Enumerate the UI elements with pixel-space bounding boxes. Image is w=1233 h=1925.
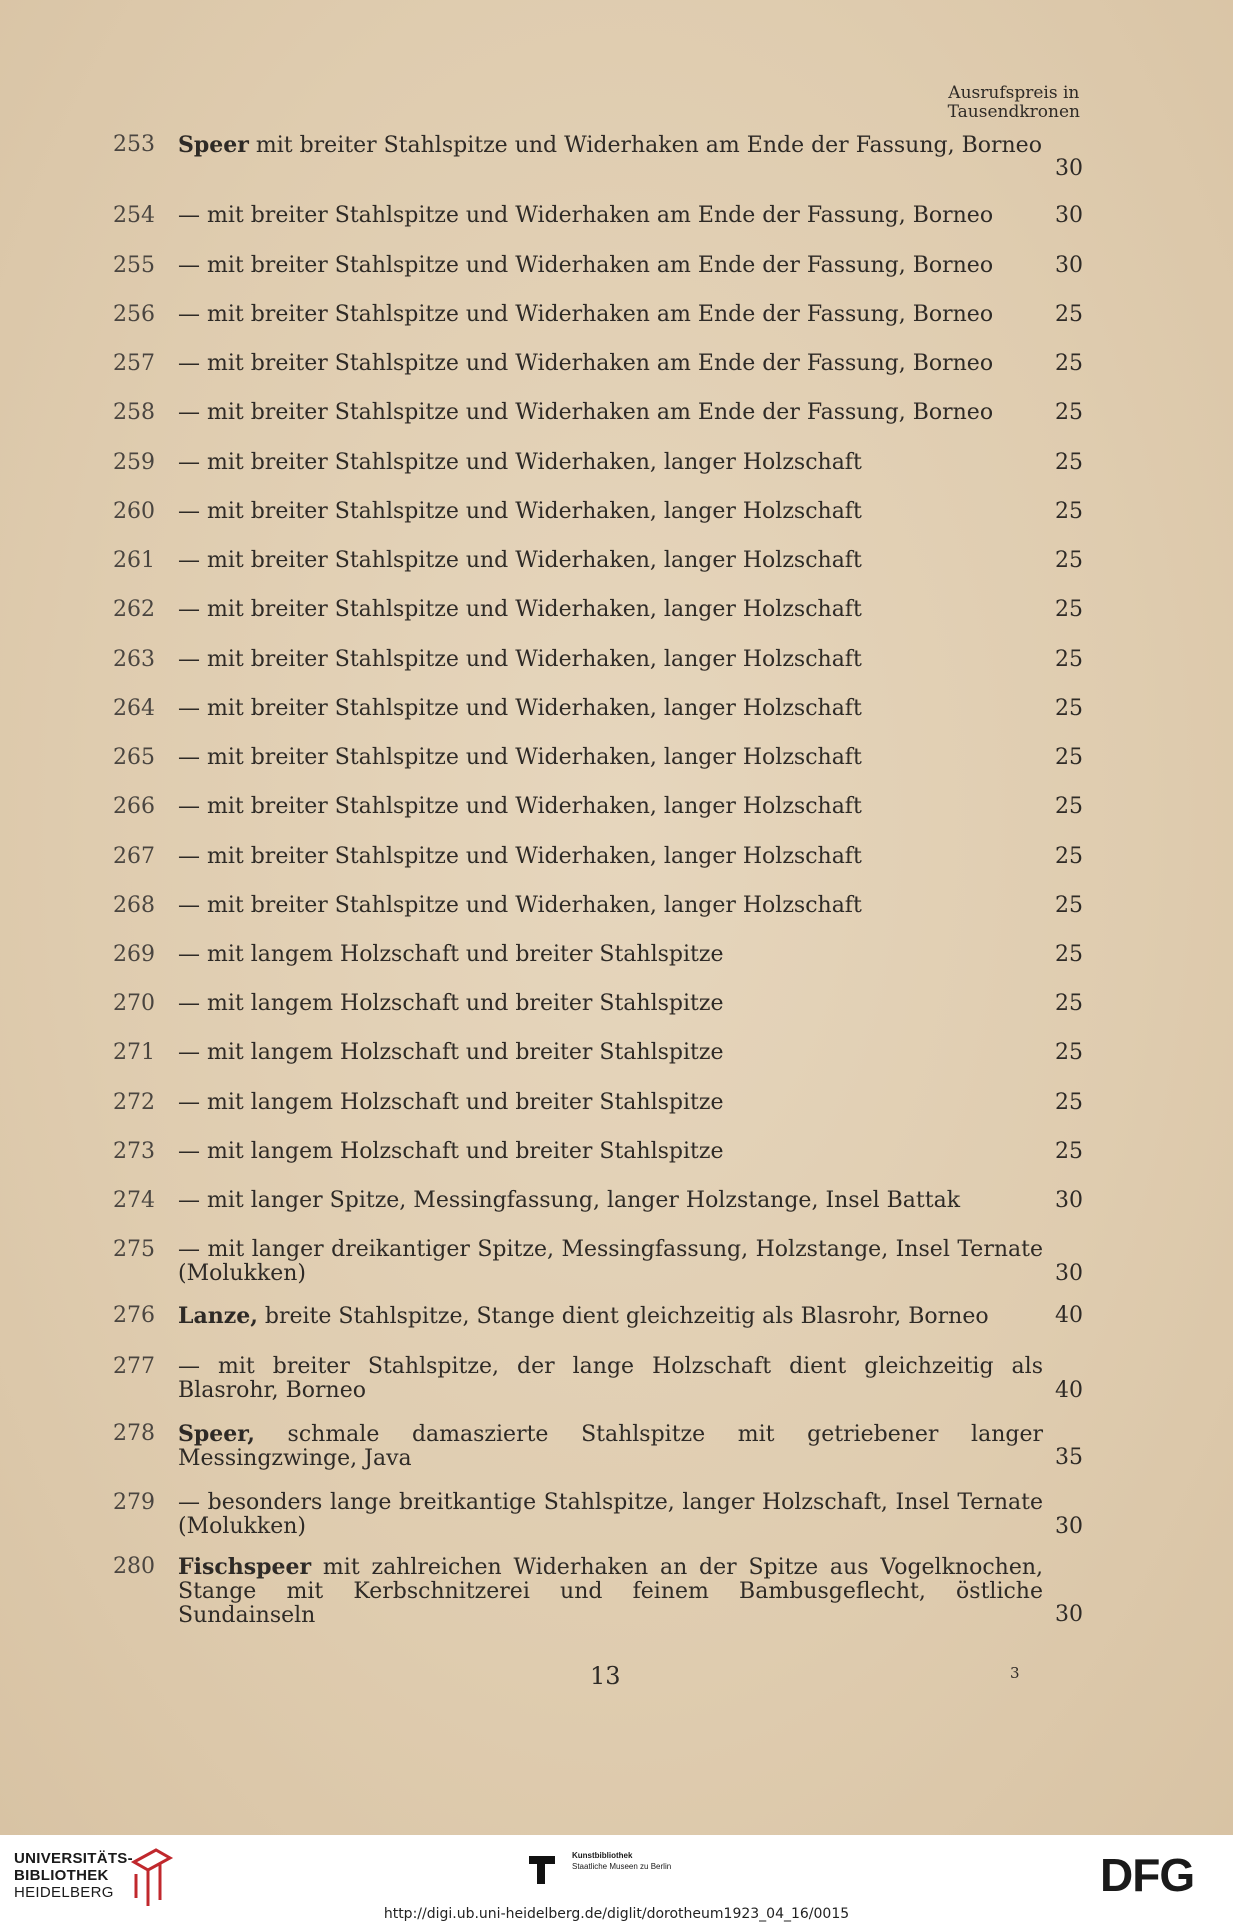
catalog-entry [110,1422,1083,1470]
entry-price: 25 [1055,696,1083,721]
catalog-entry [110,1140,1083,1164]
entry-text: mit breiter Stahlspitze und Widerhaken am Ende der Fassung, Borneo [248,133,1042,158]
entry-number: 276 [113,1303,155,1328]
catalog-entry [110,697,1083,721]
entry-number: 262 [113,597,155,622]
entry-number: 258 [113,400,155,425]
entry-price: 25 [1055,745,1083,770]
entry-number: 274 [113,1188,155,1213]
entry-description [178,451,1043,475]
ub-line-1: UNIVERSITÄTS- [14,1850,133,1867]
entry-description [178,992,1043,1016]
entry-price: 30 [1055,1188,1083,1213]
catalog-entry [110,1304,1083,1328]
entry-text: — mit breiter Stahlspitze und Widerhaken, langer Holzschaft [178,647,862,672]
entry-number: 257 [113,351,155,376]
entry-lead-term: Speer, [178,1421,255,1447]
entry-price: 25 [1055,1090,1083,1115]
entry-number: 268 [113,893,155,918]
entry-number: 267 [113,844,155,869]
entry-text: — mit breiter Stahlspitze und Widerhaken, langer Holzschaft [178,597,862,622]
entry-number: 279 [113,1490,155,1515]
entry-price: 25 [1055,400,1083,425]
entry-price: 25 [1055,1040,1083,1065]
entry-description [178,401,1043,425]
page-number: 13 [590,1662,621,1690]
entry-price: 25 [1055,991,1083,1016]
entry-price: 40 [1055,1378,1083,1403]
entry-description [178,943,1043,967]
entry-number: 254 [113,203,155,228]
entry-lead-term: Lanze, [178,1303,258,1329]
entry-description [178,697,1043,721]
catalog-entry [110,795,1083,819]
entry-number: 265 [113,745,155,770]
entry-price: 25 [1055,597,1083,622]
entry-price: 40 [1055,1303,1083,1328]
entry-description [178,1422,1043,1471]
header-line-2: Tausendkronen [947,102,1080,122]
catalog-entry [110,894,1083,918]
catalog-entry [110,1091,1083,1115]
entry-number: 275 [113,1237,155,1262]
entry-price: 30 [1055,203,1083,228]
entry-description [178,795,1043,819]
entry-text: — mit breiter Stahlspitze und Widerhaken, langer Holzschaft [178,794,862,819]
entry-description [178,1140,1043,1164]
entry-description [178,1238,1043,1286]
catalog-entry [110,845,1083,869]
entry-text: — besonders lange breitkantige Stahlspitze, langer Holzschaft, Insel Ternate (Molukken) [178,1490,1043,1539]
catalog-entry [110,598,1083,622]
entry-text: — mit breiter Stahlspitze und Widerhaken, langer Holzschaft [178,745,862,770]
entry-price: 25 [1055,647,1083,672]
entry-text: — mit breiter Stahlspitze und Widerhaken, langer Holzschaft [178,499,862,524]
entry-price: 25 [1055,794,1083,819]
entry-description [178,598,1043,622]
entry-price: 30 [1055,1261,1083,1286]
entry-text: — mit langer dreikantiger Spitze, Messingfassung, Holzstange, Insel Ternate (Molukken) [178,1237,1043,1286]
sheet-number: 3 [1010,1664,1020,1682]
entry-description [178,746,1043,770]
entry-number: 259 [113,450,155,475]
catalog-entry [110,401,1083,425]
entry-number: 263 [113,647,155,672]
catalog-entry [110,352,1083,376]
entry-price: 25 [1055,893,1083,918]
ub-line-2: BIBLIOTHEK [14,1867,109,1884]
catalog-entry [110,943,1083,967]
entry-number: 277 [113,1354,155,1379]
kb-line-1: Kunstbibliothek [572,1851,633,1860]
catalog-entry [110,1189,1083,1213]
catalog-entry [110,992,1083,1016]
entry-number: 266 [113,794,155,819]
entry-price: 35 [1055,1445,1083,1470]
catalog-entry [110,133,1083,181]
entry-description [178,500,1043,524]
entry-text: breite Stahlspitze, Stange dient gleichzeitig als Blasrohr, Borneo [257,1304,989,1329]
entry-text: — mit breiter Stahlspitze und Widerhaken am Ende der Fassung, Borneo [178,253,994,278]
entry-number: 256 [113,302,155,327]
catalog-entry [110,204,1083,228]
catalog-entry [110,648,1083,672]
header-line-1: Ausrufspreis in [948,83,1080,103]
entry-text: — mit breiter Stahlspitze, der lange Holzschaft dient gleichzeitig als Blasrohr, Borneo [178,1354,1043,1403]
entry-number: 255 [113,253,155,278]
entry-lead-term: Speer [178,132,249,158]
ub-heidelberg-logo[interactable] [14,1850,133,1901]
entry-text: — mit breiter Stahlspitze und Widerhaken, langer Holzschaft [178,450,862,475]
entry-number: 272 [113,1090,155,1115]
entry-description [178,549,1043,573]
entry-price: 25 [1055,499,1083,524]
kb-line-2: Staatliche Museen zu Berlin [572,1862,672,1871]
entry-number: 261 [113,548,155,573]
entry-number: 278 [113,1421,155,1446]
permalink-url[interactable]: http://digi.ub.uni-heidelberg.de/diglit/dorotheum1923_04_16/0015 [383,1906,850,1922]
entry-description [178,1491,1043,1539]
entry-description [178,1355,1043,1403]
entry-text: schmale damaszierte Stahlspitze mit getriebener langer Messingzwinge, Java [178,1422,1043,1471]
catalog-entry [110,451,1083,475]
entry-description [178,1304,1043,1329]
entry-number: 253 [113,132,155,157]
kunstbibliothek-mark-icon [525,1850,565,1890]
catalog-entry [110,500,1083,524]
catalog-entry [110,254,1083,278]
entry-text: mit zahlreichen Widerhaken an der Spitze aus Vogelknochen, Stange mit Kerbschnitzerei und feinem Bambusgeflecht, östliche Sundainseln [178,1555,1043,1628]
entry-text: — mit langer Spitze, Messingfassung, langer Holzstange, Insel Battak [178,1188,961,1213]
entry-description [178,1091,1043,1115]
entry-description [178,204,1043,228]
entry-description [178,648,1043,672]
entry-number: 270 [113,991,155,1016]
entry-text: — mit langem Holzschaft und breiter Stahlspitze [178,1090,724,1115]
entry-text: — mit breiter Stahlspitze und Widerhaken am Ende der Fassung, Borneo [178,203,994,228]
entry-description [178,133,1043,158]
entry-text: — mit langem Holzschaft und breiter Stahlspitze [178,942,724,967]
entry-description [178,1555,1043,1628]
entry-description [178,303,1043,327]
entry-price: 30 [1055,253,1083,278]
catalog-entry [110,1041,1083,1065]
entry-price: 25 [1055,450,1083,475]
entry-lead-term: Fischspeer [178,1554,312,1580]
entry-price: 25 [1055,844,1083,869]
entry-number: 273 [113,1139,155,1164]
catalog-entry [110,1491,1083,1539]
entry-number: 269 [113,942,155,967]
entry-price: 25 [1055,1139,1083,1164]
entry-text: — mit langem Holzschaft und breiter Stahlspitze [178,1040,724,1065]
entry-price: 30 [1055,156,1083,181]
entry-price: 25 [1055,351,1083,376]
entry-description [178,352,1043,376]
entry-text: — mit breiter Stahlspitze und Widerhaken am Ende der Fassung, Borneo [178,302,994,327]
entry-text: — mit breiter Stahlspitze und Widerhaken am Ende der Fassung, Borneo [178,400,994,425]
entry-price: 30 [1055,1514,1083,1539]
entry-number: 271 [113,1040,155,1065]
entry-price: 30 [1055,1602,1083,1627]
ub-heidelberg-mark-icon [130,1848,174,1908]
catalog-entry [110,1355,1083,1403]
entry-text: — mit langem Holzschaft und breiter Stahlspitze [178,1139,724,1164]
entry-price: 25 [1055,942,1083,967]
entry-price: 25 [1055,302,1083,327]
entry-description [178,894,1043,918]
catalog-entry [110,1555,1083,1627]
entry-description [178,254,1043,278]
ub-line-3: HEIDELBERG [14,1884,114,1901]
entry-price: 25 [1055,548,1083,573]
catalog-entry [110,1238,1083,1286]
entry-description [178,845,1043,869]
entry-number: 264 [113,696,155,721]
catalog-entry [110,549,1083,573]
kunstbibliothek-logo[interactable] [572,1850,671,1872]
catalog-entry [110,303,1083,327]
entry-text: — mit breiter Stahlspitze und Widerhaken, langer Holzschaft [178,844,862,869]
entry-text: — mit breiter Stahlspitze und Widerhaken am Ende der Fassung, Borneo [178,351,994,376]
entry-number: 260 [113,499,155,524]
entry-number: 280 [113,1554,155,1579]
entry-text: — mit langem Holzschaft und breiter Stahlspitze [178,991,724,1016]
catalog-entry [110,746,1083,770]
price-column-header [948,84,1080,122]
entry-description [178,1189,1043,1213]
entry-text: — mit breiter Stahlspitze und Widerhaken, langer Holzschaft [178,696,862,721]
dfg-logo[interactable]: DFG [1100,1849,1195,1901]
entry-description [178,1041,1043,1065]
entry-text: — mit breiter Stahlspitze und Widerhaken, langer Holzschaft [178,893,862,918]
entry-text: — mit breiter Stahlspitze und Widerhaken, langer Holzschaft [178,548,862,573]
